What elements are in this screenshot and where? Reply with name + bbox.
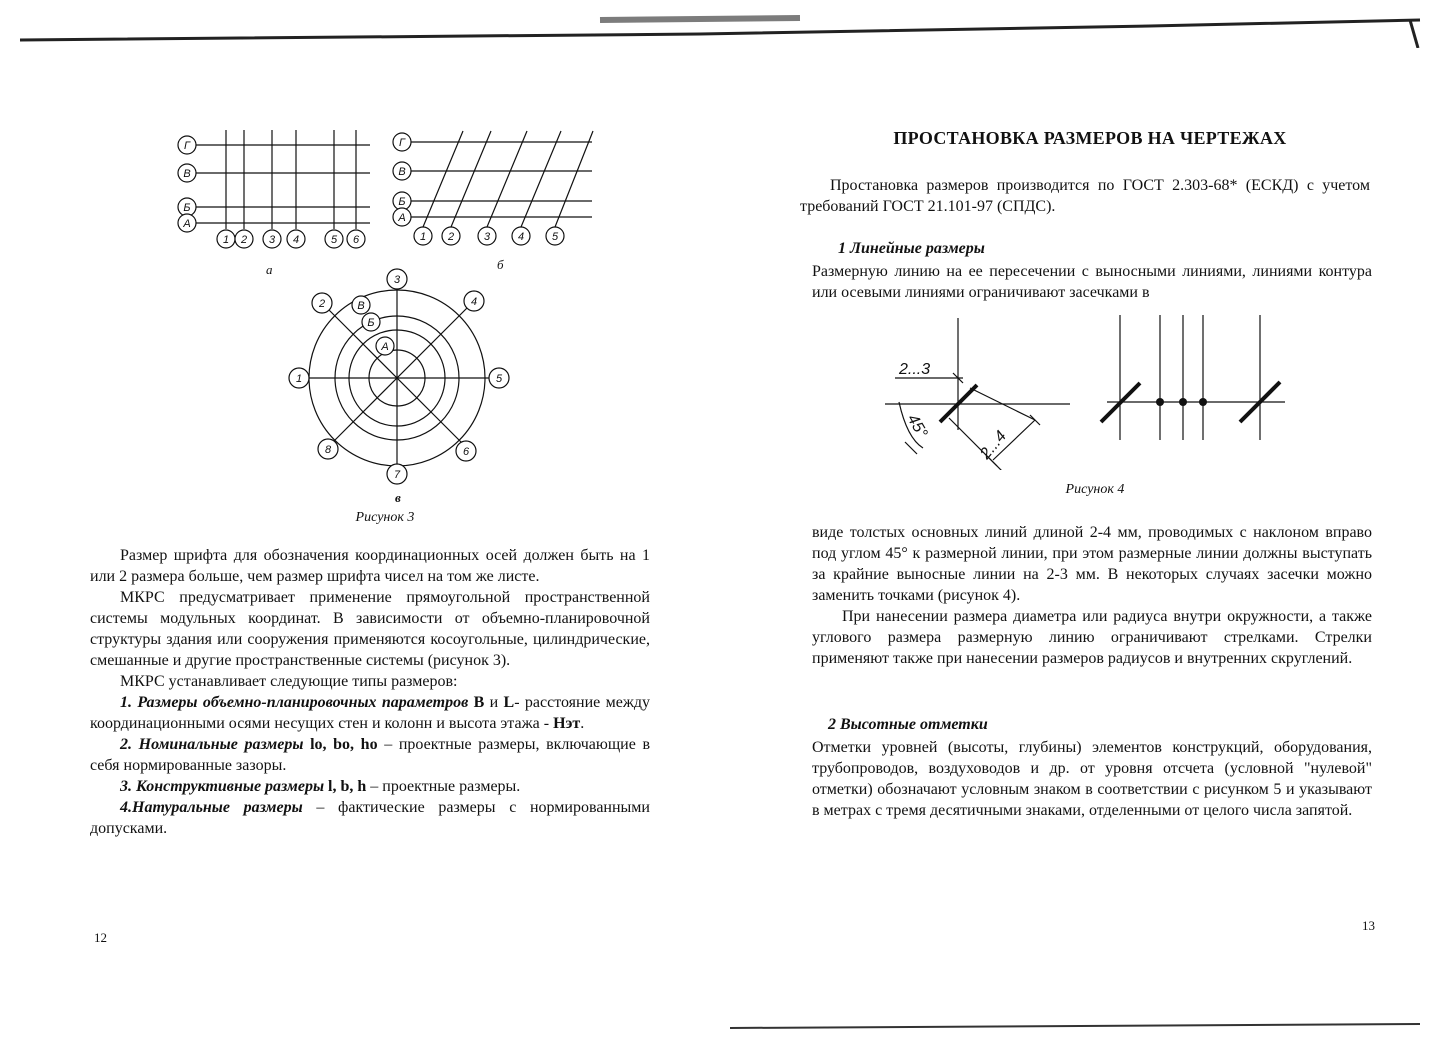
figure3-radial-c — [285, 268, 515, 490]
grid-a-row-label: А — [183, 218, 191, 230]
text: . — [580, 715, 585, 732]
page-number: 13 — [1362, 918, 1375, 933]
radial-ray-label: 3 — [393, 274, 401, 286]
grid-a-col-label: 6 — [352, 234, 360, 246]
grid-b-row-label: Г — [399, 137, 405, 149]
text: - расстояние между координационными осями несущих стен и колонн и высота этажа - — [90, 694, 651, 732]
paragraph: виде толстых основных линий длиной 2-4 мм, проводимых с наклоном вправо под углом 45° к размерной линии, при этом размерные линии должны выступать за крайние выносные линии на 2-3 мм. В некоторых случаях засечки можно заменить точками (рисунок 4). — [812, 524, 1372, 604]
radial-ring-label: Б — [367, 317, 375, 329]
radial-ray-label: 5 — [495, 373, 503, 385]
section-heading: 2 Высотные отметки — [828, 716, 988, 733]
radial-ray-label: 1 — [295, 373, 303, 385]
figure4-dim-label: 2...3 — [899, 361, 931, 378]
page-title: ПРОСТАНОВКА РАЗМЕРОВ НА ЧЕРТЕЖАХ — [893, 128, 1287, 148]
left-page — [60, 0, 700, 1040]
section-heading: 1 Линейные размеры — [838, 240, 985, 257]
section1-text-before — [812, 261, 1372, 303]
list-item-lead: 1. Размеры объемно-планировочных параметров — [120, 694, 469, 711]
grid-a-col-label: 4 — [292, 234, 300, 246]
paragraph: Размер шрифта для обозначения координационных осей должен быть на 1 или 2 размера больше, чем размер шрифта чисел на том же листе. — [90, 547, 650, 585]
grid-b-row-label: А — [398, 212, 406, 224]
list-item — [90, 776, 650, 797]
list-item-lead: 3. Конструктивные размеры — [120, 778, 325, 795]
section1-text-after — [812, 522, 1372, 669]
list-item-lead: 4.Натуральные размеры — [120, 799, 303, 816]
grid-a-col-label: 1 — [222, 234, 230, 246]
radial-ray-label: 6 — [462, 446, 470, 458]
grid-a-col-label: 5 — [330, 234, 338, 246]
grid-a-row-label: Б — [183, 202, 191, 214]
text: – фактические размеры с нормированными допусками. — [90, 799, 650, 837]
grid-b-col-label: 4 — [517, 231, 525, 243]
figure4-angle-label: 45° — [903, 411, 931, 441]
list-item — [90, 797, 650, 839]
grid-a-row-label: Г — [184, 140, 190, 152]
grid-a-col-label: 2 — [240, 234, 248, 246]
grid-b-row-label: В — [398, 166, 406, 178]
radial-ray-label: 2 — [318, 298, 326, 310]
page-number: 12 — [94, 930, 107, 945]
grid-a-row-label: В — [183, 168, 191, 180]
paragraph: Отметки уровней (высоты, глубины) элементов конструкций, оборудования, трубопроводов, воздуховодов и др. от уровня отсчета (условной "нулевой" отметки) обозначают условным знаком в соответствии с рисунком 5 и указывают в метрах с тремя десятичными знаками, отделенными от целого числа запятой. — [812, 739, 1372, 819]
paragraph: При нанесении размера диаметра или радиуса внутри окружности, а также углового размера размерную линию ограничивают стрелками. Стрелки применяют также при нанесении размеров радиусов и внутренних скруглений. — [812, 608, 1372, 667]
paragraph: МКРС предусматривает применение прямоугольной пространственной системы модульных координат. В зависимости от объемно-планировочной структуры здания или сооружения применяются косоугольные, цилиндрические, смешанные и другие пространственные системы (рисунок 3). — [90, 589, 650, 669]
radial-ray-label: 4 — [470, 296, 478, 308]
radial-ray-label: 7 — [393, 469, 401, 481]
right-page — [790, 0, 1390, 1040]
grid-b-col-label: 1 — [419, 231, 427, 243]
figure4-caption: Рисунок 4 — [1065, 482, 1125, 497]
intro-text — [800, 175, 1370, 217]
radial-ring-label: В — [357, 300, 365, 312]
symbol: l, b, h — [324, 778, 367, 795]
figure3-sublabel-b: б — [497, 257, 504, 272]
list-item — [90, 692, 650, 734]
symbol: lо, bо, hо — [303, 736, 378, 753]
figure4-diag-label: 2...4 — [977, 427, 1011, 463]
symbol: Нэт — [553, 715, 581, 732]
paragraph: Размерную линию на ее пересечении с выносными линиями, линиями контура или осевыми линиями ограничивают засечками в — [812, 263, 1372, 301]
radial-ray-label: 8 — [324, 444, 332, 456]
figure3-sublabel-c: в — [395, 490, 401, 505]
section2-text — [812, 737, 1372, 821]
figure3-caption: Рисунок 3 — [355, 510, 415, 525]
grid-b-col-label: 5 — [551, 231, 559, 243]
list-item — [90, 734, 650, 776]
grid-a-col-label: 3 — [268, 234, 276, 246]
radial-ring-label: А — [381, 341, 389, 353]
text: – проектные размеры, включающие в себя нормированные зазоры. — [90, 736, 650, 774]
paragraph: МКРС устанавливает следующие типы размеров: — [120, 673, 458, 690]
paragraph: Простановка размеров производится по ГОСТ 2.303-68* (ЕСКД) с учетом требований ГОСТ 21.101-97 (СПДС). — [800, 177, 1370, 215]
left-page-body — [90, 545, 650, 839]
grid-b-row-label: Б — [398, 196, 406, 208]
symbol: В — [473, 694, 485, 711]
grid-b-col-label: 2 — [447, 231, 455, 243]
figure4 — [885, 310, 1305, 470]
grid-b-col-label: 3 — [483, 231, 491, 243]
figure3-sublabel-a: а — [266, 262, 273, 277]
text: – проектные размеры. — [366, 778, 521, 795]
text: и — [484, 694, 504, 711]
figure3-grid-a — [172, 125, 372, 255]
list-item-lead: 2. Номинальные размеры — [120, 736, 304, 753]
symbol: L — [503, 694, 515, 711]
figure3-grid-b — [387, 125, 597, 255]
